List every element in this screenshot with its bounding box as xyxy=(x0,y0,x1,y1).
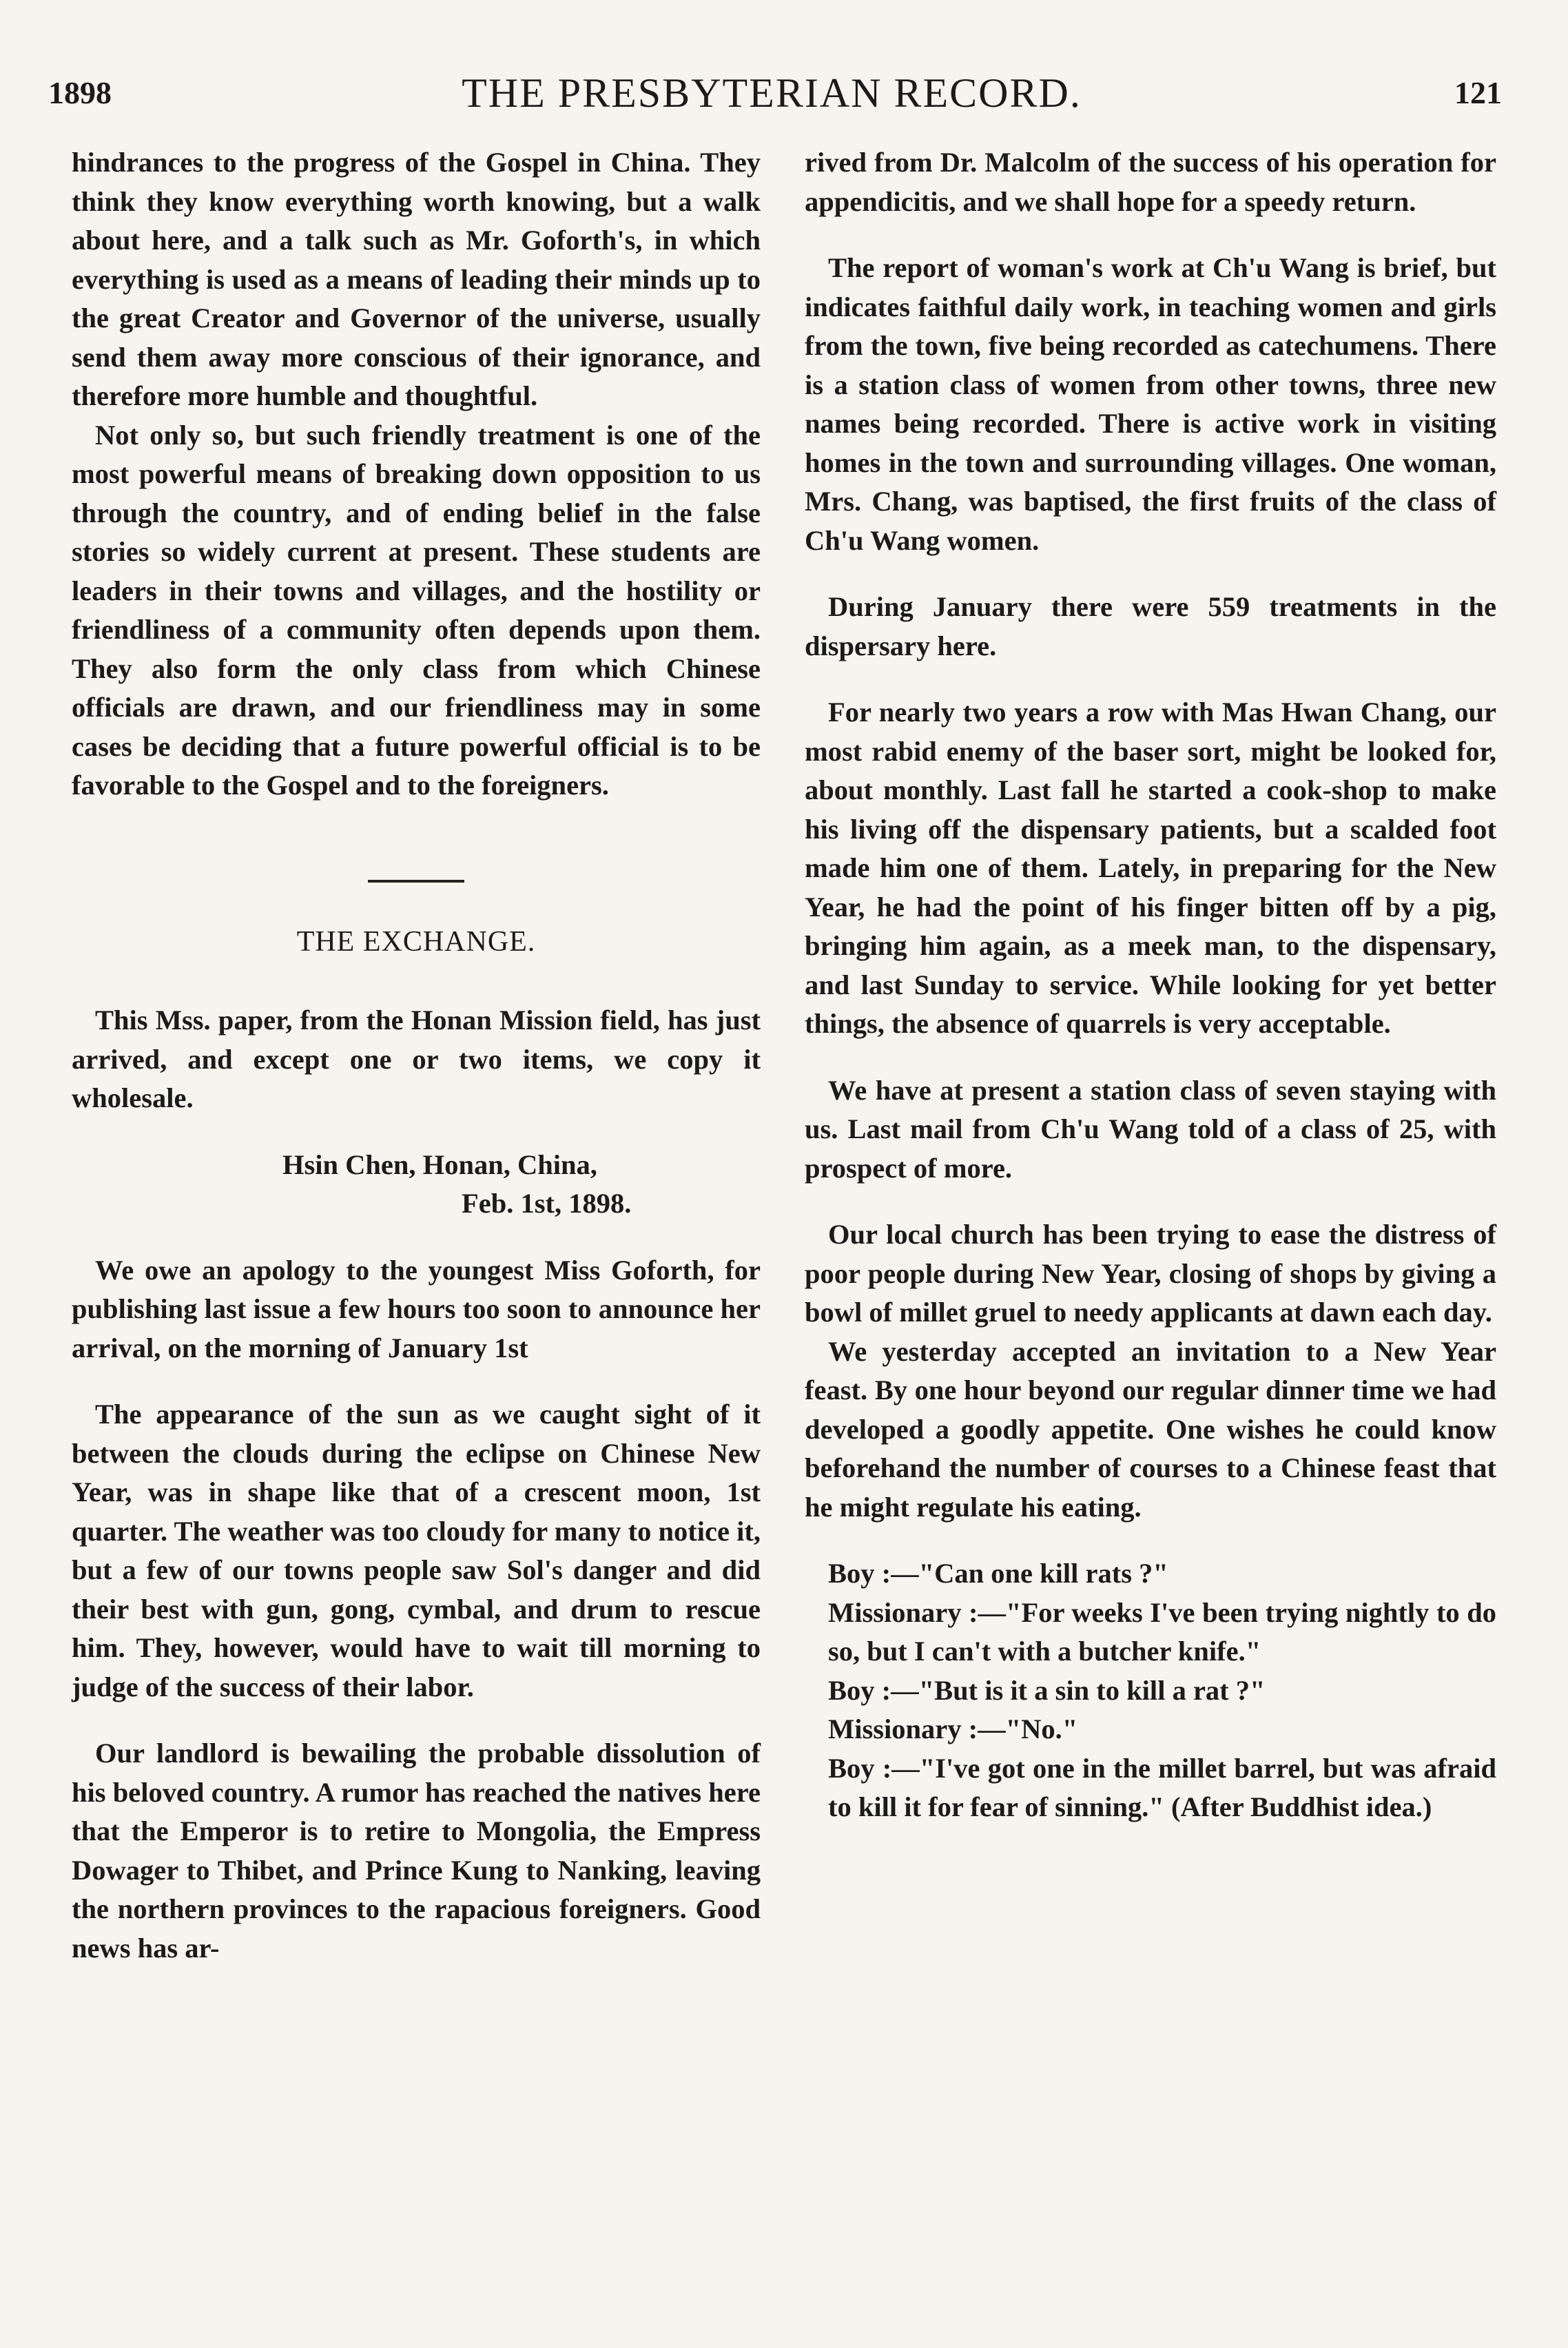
right-paragraph-1: rived from Dr. Malcolm of the success of his operation for appendicitis, and we shall hope for a speedy return. xyxy=(805,147,1496,217)
dateline-date: Feb. 1st, 1898. xyxy=(462,1188,632,1219)
right-paragraph-7: We yesterday accepted an invitation to a New Year feast. By one hour beyond our regular dinner time we had developed a goodly appetite. One wishes he could know beforehand the number of courses to a Chinese feast that he might regulate his eating. xyxy=(805,1335,1496,1523)
right-column xyxy=(805,143,1496,1827)
left-paragraph-5: The appearance of the sun as we caught sight of it between the clouds during the eclipse on Chinese New Year, was in shape like that of a crescent moon, 1st quarter. The weather was too cloudy for many to notice it, but a few of our towns people saw Sol's danger and did their best with gun, gong, cymbal, and drum to rescue him. They, however, would have to wait till morning to judge of the success of their labor. xyxy=(72,1399,761,1702)
header-year: 1898 xyxy=(48,75,112,110)
left-paragraph-1: hindrances to the progress of the Gospel in China. They think they know everything worth knowing, but a walk about here, and a talk such as Mr. Goforth's, in which everything is used as a means of leading their minds up to the great Creator and Governor of the universe, usually send them away more conscious of their ignorance, and therefore more humble and thoughtful. xyxy=(72,147,761,411)
left-column xyxy=(72,143,761,1968)
journal-title: THE PRESBYTERIAN RECORD. xyxy=(462,70,1082,116)
section-heading: THE EXCHANGE. xyxy=(296,925,536,958)
right-paragraph-4: For nearly two years a row with Mas Hwan Chang, our most rabid enemy of the baser sort, might be looked for, about monthly. Last fall he started a cook-shop to make his living off the dispensary patients, but a scalded foot made him one of them. Lately, in preparing for the New Year, he had the point of his finger bitten off by a pig, bringing him again, as a meek man, to the dispensary, and last Sunday to service. While looking for yet better things, the absence of quarrels is very acceptable. xyxy=(805,697,1496,1039)
left-paragraph-2: Not only so, but such friendly treatment is one of the most powerful means of breaking down opposition to us through the country, and of ending belief in the false stories so widely current at present. These students are leaders in their towns and villages, and the hostility or friendliness of a community often depends upon them. They also form the only class from which Chinese officials are drawn, and our friendliness may in some cases be deciding that a future powerful official is to be favorable to the Gospel and to the foreigners. xyxy=(72,419,761,801)
left-paragraph-6: Our landlord is bewailing the probable dissolution of his beloved country. A rumor has reached the natives here that the Emperor is to retire to Mongolia, the Empress Dowager to Thibet, and Prince Kung to Nanking, leaving the northern provinces to the rapacious foreigners. Good news has ar- xyxy=(72,1738,761,1964)
page-number: 121 xyxy=(1454,75,1502,110)
dialogue-line: Boy :—"Can one kill rats ?" xyxy=(828,1558,1168,1589)
dialogue-line: Missionary :—"For weeks I've been trying nightly to do so, but I can't with a butcher knife." xyxy=(828,1596,1496,1667)
left-paragraph-4: We owe an apology to the youngest Miss Goforth, for publishing last issue a few hours too soon to announce her arrival, on the morning of January 1st xyxy=(72,1254,761,1363)
dialogue-line: Boy :—"But is it a sin to kill a rat ?" xyxy=(828,1674,1266,1706)
dateline-place: Hsin Chen, Honan, China, xyxy=(282,1149,597,1180)
right-paragraph-3: During January there were 559 treatments in the dispersary here. xyxy=(805,591,1496,661)
dialogue-line: Missionary :—"No." xyxy=(828,1713,1078,1744)
dialogue xyxy=(805,1554,1496,1827)
section-divider xyxy=(368,880,464,883)
right-paragraph-6: Our local church has been trying to ease the distress of poor people during New Year, closing of shops by giving a bowl of millet gruel to needy applicants at dawn each day. xyxy=(805,1219,1496,1328)
right-paragraph-5: We have at present a station class of seven staying with us. Last mail from Ch'u Wang told of a class of 25, with prospect of more. xyxy=(805,1074,1496,1184)
page-header xyxy=(41,65,1502,121)
left-paragraph-3: This Mss. paper, from the Honan Mission field, has just arrived, and except one or two items, we copy it wholesale. xyxy=(72,1005,761,1113)
right-paragraph-2: The report of woman's work at Ch'u Wang is brief, but indicates faithful daily work, in teaching women and girls from the town, five being recorded as catechumens. There is a station class of women from other towns, three new names being recorded. There is active work in visiting homes in the town and surrounding villages. One woman, Mrs. Chang, was baptised, the first fruits of the class of Ch'u Wang women. xyxy=(805,252,1496,556)
dialogue-line: Boy :—"I've got one in the millet barrel, but was afraid to kill it for fear of sinning." (After Buddhist idea.) xyxy=(828,1752,1496,1822)
